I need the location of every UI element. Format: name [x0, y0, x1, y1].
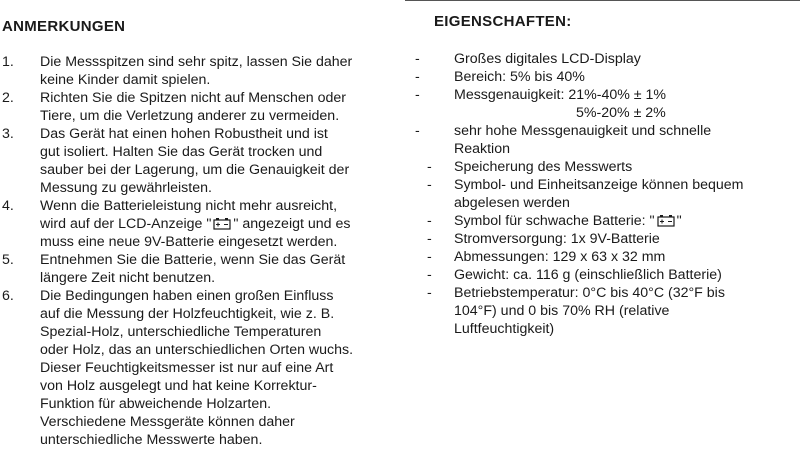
- list-dash: -: [427, 231, 432, 247]
- list-dash: -: [415, 87, 420, 103]
- property-line: Messgenauigkeit: 21%-40% ± 1%: [454, 87, 667, 103]
- note-text-line: Spezial-Holz, unterschiedliche Temperaturen: [40, 324, 322, 340]
- property-line: Luftfeuchtigkeit): [454, 321, 555, 337]
- note-text-line: auf die Messung der Holzfeuchtigkeit, wie z. B.: [40, 306, 335, 322]
- property-line: 104°F) und 0 bis 70% RH (relative: [454, 303, 670, 319]
- property-line: Gewicht: ca. 116 g (einschließlich Batterie): [454, 267, 722, 283]
- note-text-line: Tiere, um die Verletzung anderer zu vermeiden.: [40, 108, 340, 124]
- property-text-fragment: Symbol für schwache Batterie: ": [454, 213, 655, 229]
- property-line: Betriebstemperatur: 0°C bis 40°C (32°F bis: [454, 285, 725, 301]
- note-text-line: Funktion für abweichende Holzarten.: [40, 396, 272, 412]
- note-text-line: Dieser Feuchtigkeitsmesser ist nur auf eine Art: [40, 360, 334, 376]
- property-line: Großes digitales LCD-Display: [454, 51, 641, 67]
- list-dash: -: [427, 267, 432, 283]
- note-text-line: keine Kinder damit spielen.: [40, 72, 211, 88]
- note-text-line: Messung zu gewährleisten.: [40, 180, 212, 196]
- list-dash: -: [427, 213, 432, 229]
- list-dash: -: [427, 249, 432, 265]
- note-text-line: Richten Sie die Spitzen nicht auf Menschen oder: [40, 90, 347, 106]
- note-number: 2.: [2, 90, 14, 106]
- note-number: 1.: [2, 54, 14, 70]
- list-dash: -: [415, 123, 420, 139]
- note-text-line: sauber bei der Lagerung, um die Genauigkeit der: [40, 162, 350, 178]
- notes-title: ANMERKUNGEN: [2, 18, 126, 35]
- note-text-fragment: wird auf der LCD-Anzeige ": [40, 216, 212, 232]
- property-line: sehr hohe Messgenauigkeit und schnelle: [454, 123, 712, 139]
- note-text-line: von Holz ausgelegt und hat keine Korrektur-: [40, 378, 317, 394]
- note-text-line: muss eine neue 9V-Batterie eingesetzt werden.: [40, 234, 338, 250]
- note-number: 6.: [2, 288, 14, 304]
- property-line: Stromversorgung: 1x 9V-Batterie: [454, 231, 660, 247]
- note-text-line: längere Zeit nicht benutzen.: [40, 270, 216, 286]
- properties-title: EIGENSCHAFTEN:: [434, 13, 572, 30]
- note-text-line: unterschiedliche Messwerte haben.: [40, 432, 263, 448]
- list-dash: -: [415, 51, 420, 67]
- list-dash: -: [427, 177, 432, 193]
- property-line-with-battery: [454, 213, 682, 231]
- note-text-fragment: " angezeigt und es: [233, 216, 351, 232]
- top-divider-line: [405, 0, 800, 1]
- property-line: Symbol- und Einheitsanzeige können bequem: [454, 177, 744, 193]
- list-dash: -: [427, 159, 432, 175]
- note-text-line-with-battery: [40, 216, 350, 234]
- note-text-line: Die Messspitzen sind sehr spitz, lassen Sie daher: [40, 54, 353, 70]
- list-dash: -: [415, 69, 420, 85]
- battery-low-icon: [213, 217, 231, 230]
- note-text-line: Das Gerät hat einen hohen Robustheit und ist: [40, 126, 328, 142]
- note-text-line: Wenn die Batterieleistung nicht mehr ausreicht,: [40, 198, 338, 214]
- note-number: 4.: [2, 198, 14, 214]
- property-line: Bereich: 5% bis 40%: [454, 69, 585, 85]
- note-text-line: gut isoliert. Halten Sie das Gerät trocken und: [40, 144, 323, 160]
- property-text-fragment: ": [676, 213, 682, 229]
- property-line: Reaktion: [454, 141, 510, 157]
- list-dash: -: [427, 285, 432, 301]
- property-line: Abmessungen: 129 x 63 x 32 mm: [454, 249, 666, 265]
- battery-low-icon: [657, 214, 675, 227]
- property-line: Speicherung des Messwerts: [454, 159, 633, 175]
- note-number: 3.: [2, 126, 14, 142]
- note-text-line: Entnehmen Sie die Batterie, wenn Sie das Gerät: [40, 252, 346, 268]
- property-line: 5%-20% ± 2%: [576, 105, 666, 121]
- note-text-line: oder Holz, das an unterschiedlichen Orten wuchs.: [40, 342, 354, 358]
- note-text-line: Die Bedingungen haben einen großen Einfluss: [40, 288, 334, 304]
- note-number: 5.: [2, 252, 14, 268]
- note-text-line: Verschiedene Messgeräte können daher: [40, 414, 295, 430]
- property-line: abgelesen werden: [454, 195, 570, 211]
